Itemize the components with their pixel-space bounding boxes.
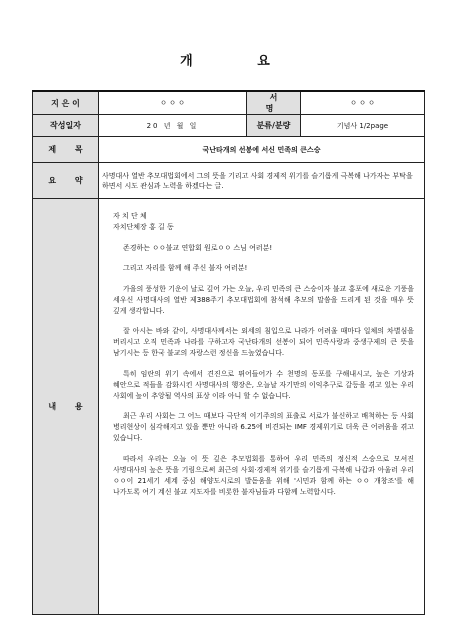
author-value: ㅇ ㅇ ㅇ: [99, 91, 247, 115]
subject-value: 국난타개의 선봉에 서신 민족의 큰스승: [99, 137, 425, 163]
content-paragraph: 자치단체장 홍 길 동: [113, 223, 174, 231]
content-paragraph: 가을의 풍성한 기운이 날로 깊어 가는 오늘, 우리 민족의 큰 스승이자 불교 홍포에 새로운 기풍을 세우신 사명대사의 열반 제388주기 추모대법회에 참석해 추모의 말씀을 드리게 된 것을 매우 뜻 깊게 생각합니다.: [113, 284, 414, 315]
summary-label: 요 약: [33, 163, 99, 199]
page-title: 개 요: [180, 54, 300, 69]
date-label: 작성일자: [33, 115, 99, 137]
content-paragraph: 특히 임란의 위기 속에서 견진으로 뛰어들어가 수 천명의 동포를 구해내시고, 높은 기상과 혜안으로 적들을 감화시킨 사명대사의 행장은, 오늘날 자기만의 이익추구로 갈등을 겪고 있는 우리 사회에 높이 추앙될 역사의 표상 이라 아니 할 수 없습니다.: [113, 369, 414, 400]
category-label: 분류/분량: [247, 115, 301, 137]
content-paragraph: 최근 우리 사회는 그 어느 때보다 극단적 이기주의의 표출로 서로가 불신하고 배척하는 등 사회 병리현상이 심각해지고 있을 뿐만 아니라 6.25에 비견되는 IMF 경제위기로 더욱 큰 어려움을 겪고 있습니다.: [113, 412, 414, 442]
author-label: 지 은 이: [33, 91, 99, 115]
content-paragraph: 그리고 자리를 함께 해 주신 불자 여러분!: [123, 264, 248, 272]
date-value: 20 년 월 일: [99, 115, 247, 137]
content-paragraph: 존경하는 ㅇㅇ불교 연합회 원로ㅇㅇ 스님 여러분!: [123, 243, 273, 252]
content-row: [33, 199, 425, 615]
position-value: ㅇ ㅇ ㅇ: [301, 91, 425, 115]
content-paragraph: 따라서 우리는 오늘 이 뜻 깊은 추모법회를 통하여 우리 민족의 정신적 스승으로 모셔진 사명대사의 높은 뜻을 기림으로써 최근의 사회·경제적 위기를 슬기롭게 극복해 나갑과 아울러 우리 ㅇㅇ이 21세기 세계 중심 해양도시로의 발돋움을 위해 '시민과 함께 하는 ㅇㅇ 개창조'를 해 나가도록 여기 계신 불교 지도자를 비롯한 불자님들과 다함께 노력합시다.: [113, 454, 414, 496]
author-row: [33, 91, 425, 115]
summary-row: [33, 163, 425, 199]
summary-value: 사명대사 열반 추모대법회에서 그의 뜻을 기리고 사회 경제적 위기를 슬기롭게 극복해 나가자는 부탁을 하면서 시도 관심과 노력을 하겠다는 글.: [99, 163, 425, 199]
date-row: [33, 115, 425, 137]
document-form-table: [32, 90, 425, 615]
category-value: 기념사 1/2page: [301, 115, 425, 137]
content-paragraph: 자 치 단 체: [113, 212, 147, 220]
content-label: 내 용: [33, 199, 99, 615]
position-label: 서 명: [247, 91, 301, 115]
content-body: [99, 199, 425, 615]
subject-label: 제 목: [33, 137, 99, 163]
subject-row: [33, 137, 425, 163]
content-paragraph: 잘 아시는 바와 같이, 사명대사께서는 외세의 침입으로 나라가 어려울 때마다 일체의 차별심을 버리시고 오직 민족과 나라를 구하고자 국난타개의 선봉이 되어 민족사랑과 중생구제의 큰 뜻을 남기시는 등 한국 불교의 자랑스런 정신을 드높였습니다.: [113, 327, 414, 357]
